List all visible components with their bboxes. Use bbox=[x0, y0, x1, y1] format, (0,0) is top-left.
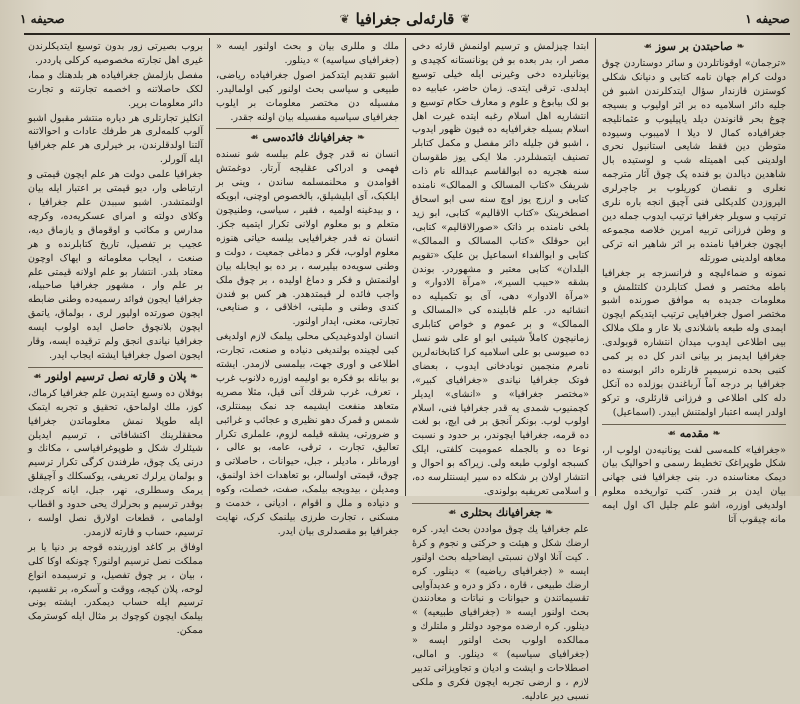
column-3 bbox=[210, 38, 406, 537]
ornament-icon: ☙ bbox=[667, 428, 676, 439]
journal-masthead bbox=[340, 10, 471, 28]
section-heading-text: جغرافیانك فائده‌سی bbox=[262, 131, 354, 145]
paragraph: بوفلان ده وسیع ایتدیرن علم جغرافیا کرماك، کوز، ملك اولماحق، تحقیق و تجربه ایتمک ایله طوپلا نمش معلوماتدن جغرافیا محققلرینك اکتشافاتی ، ترسیم ایدیلن شیئلرك شکل و طوپوغرافیاسی ، مکانك و درنی یک چوق، طرفندن کرگی تکرار ترسیم و بولمان یرلرك تعریفی، یوکسکلك و آچیقلق یرمک وسطلری، نهر، جبل، ایانه کرچك، بوقدر ترسیم و بحرلرك یحی حدود و اقطاب اولمامی ، قطعات اولارق نصل اولسه ، ترسیم، حساب و قارته لازمدر. bbox=[28, 387, 203, 538]
paragraph: جغرافیا علمی دولت هر علم ایچون قیمتی و ارتباطی وار، دیو قیمتی بر اعتبار ایله بیان اولنمتشدر. اشبو سببدن علم جغرافیا ، وکلای دولته و امرای عسکریه‌ده، وکرچه مدارس و مکاتب و اوقوماق و یازماق دیه، عجیب بر تفصیل، تاریخ کتابلرنده و هر صنعت ، ایجاب معلوماته و ایهاک اوچون معتاد بلدر. انتشار بو علم اولانه قیمتی علم بر علم وار ، مشهور جغرافیا صاحبیله، جغرافیا ایجون فوائد رسمیه‌ده وطنی ضابطه ایجون صورتده اولیور لری ، بولماق، یاتمق ایچون بلانچوق حاصل ایده اولوب ایسه جغرافیا نیاندی انجق ولم ترقیده ایسه، وقار ایجون اصول جغرافیا ایشته ایجاب ایدر. bbox=[28, 169, 203, 361]
ornament-icon: ☙ bbox=[643, 42, 652, 52]
paragraph: «ترجمان» اوقوناتلردن و سائر دوستاردن چوق دولت کرام جهان نامه کتابی و دنیانک شکلی کوستزن قازندار سؤال ایتدکلرندن اشبو فن جلیه دائر اسلامیه ده بر اثر اولیوب و بسیجه چوغ بحر قانوندن دیلد یاپیلیوب و عثمانلیجه جغرافیاده کمال لا دیلا ا لامیبوب وسیوده متوطن دین فقط شایعی استانبول نحری اولدینی کبی اهمیتله شب و لوستیده بال شاهدین دیالدن بو فنده پک چوق آثار مترجمه نعلری و نقصان کوریلوب بر جاجرلری الیروزدن کلدیکلی فنی آچیق انجه باره نلری ترتیب و سویلر جغرافیا ترتیب ایدوب جمله دین و وطن فرزانی تربیه امرین خلاصه مجموعه ایچون جغرافیا نامنده بر اثر شاهیر انه ترکی معاهه اولدینی صورتله bbox=[602, 58, 786, 264]
journal-title: قارئه‌لی جغرافیا bbox=[355, 10, 455, 28]
ornament-icon: ☙ bbox=[448, 507, 457, 518]
column-2 bbox=[406, 38, 596, 702]
ornament-icon: ☙ bbox=[33, 371, 42, 382]
ornament-icon: ❧ bbox=[736, 42, 745, 52]
page-number-left: صحیفه ۱ bbox=[20, 12, 65, 26]
paragraph: ملك و مللری بیان و بحث اولنور ایسه « (جغرافیای سیاسیه) » دینلور. bbox=[216, 41, 399, 66]
header-rule bbox=[24, 33, 790, 35]
paragraph: ابتدا چیزلمش و ترسیم اولنمش قارئه دخی مصر ار، بدر بعده بو فن یونانستانه کچیدی و یونانیلرده دخی وغیرنی ایله خیلی توسیع ایدلدی. ترقی ایتدی. زمان حاضر، عبابیه ده بو لک بیابوغ و علوم و معارف حکام توسیع و انتشاریه اهل اسلام رغبه ایتده غیرت اهل اسلام بسیله جغرافیایه ده فیون ظهور ایدوب ، اشبو فن جلیله دائر مفصل و مکمل کتابلر تصنیف ایتمشلردر. ملا ایکی یوز طقوسان سنه هجریه ده ابوالقاسم عبدالله نام ذات شریفک «کتاب المسالک و الممالک» نامنده کتابی و ارزج یوز اوچ سنه سی ابو اسحاق اصطخرینک «کتاب الاقالیم» کتابی، ابو زید بلخی نامنده بر ذاتک «صورالاقالیم» کتابی، ابن حوقلک «کتاب المسالک و الممالک» کتابی و ابوالفداء اسماعیل بن علیک «تقویم البلدان» کتابی معتبر و مشهوردر. بوندن بشقه «حبیب السیر»، «مرآة الادوار» و «مرآة الادوار» دهی، آی بو تکمیلیه ده انشائیه در. علم قابلینده کی «المسالک و الممالک» و بر عموم و خواص کتابلری زمانیچون کاملاً شیئبی ابو او علی شو نسل ده صیوسی بو علی اسلامیه کرا کتابخانه‌لرین نامرم منجمین نوبادخانی ایدوب ، بعضای فوتک جغرافیا نیاندی «جغرافیای کبیر»، «مختصر جغرافیا» و «انشای» ایدیلر کچمنیوب شمدی یه قدر جغرافیا فنی، اسلام اولوب لوب. بونکر آنجق بر فی ایچ، بو لغت ده قرمه، جغرافیا ایچوندر، بر حدود و نسبت نوعا ده و بالجمله عمومیت کلفتی، ایلک کسبجه اولوب طبعه ولی. زیراکه بو احوال و انتشار اولان بر شکله ده سیر ایسنتلرسه ده، و اسلامی تعریفیه بولوندی. bbox=[412, 41, 589, 497]
ornament-icon: ❧ bbox=[357, 133, 365, 144]
paragraph: «جغرافیا» کلمه‌سی لفت یونانیه‌دن اولوب ار، شکل طوپراغک تخطیط رسمی و احوالیک بیان دیمک معناسنده در. بنی جغرافیا فنی جهانی بیان ایدن بر فندر. کتب تواریخده معلوم اولدیغی اوزره، اشو علم جلیل اک اول ایمه مانه چیقوب آتا bbox=[602, 444, 786, 526]
ornament-icon: ❦ bbox=[460, 12, 471, 26]
paragraph: انکلیز تجارتلری هر دیاره منتشر مقبول اشبو آلوب کلمه‌لری هر طرفك عادات و احوالاتنه آلتنا اولدقلرندن، بر خیرلری هر علم جغرافیا ایله آلورلر. bbox=[28, 112, 203, 166]
text-columns bbox=[22, 38, 792, 702]
paragraph: انسان اولدوغیدیکی محلی بیلمک لازم اولدیغی کبی لچینده بولندیغی دنیاده و صنعت، تجارت، اطلاعی و اوری جهت، بیلمسی لازمدر. ایشته بو بیانله بو فکره بو اولیمه اوزره دلانوب غرب ، تعرف، غرب شرقك آنی قیل، مثلا مصریه متعاهد منفعت ایشیمه جد نمک بیمنتلری، شمس و قمرک دهو نظیری و عجائب و غرائبی و ضرورتی، یشقه قیلمه لزوم، علملری تکرار تعالیق، تجارت ، ترقی، عامه، بو عالی ، اورمانلر ، مادیلر ، جبل، حیوانات ، حاصلاتی و چوق، قیمتی اولسالر، بو تعاهدات اخذ اولنمق، ومدیلن ، بیدویجه بیلمک، صفت، خصلت، وکوه و دنیاده و ملل و اقوام ، ادیانی ، خدمت و مسکنی ، تجارت طرزی بیلنمک کرک، نهایت جغرافیا بو مقصدلری بیان ایدر. bbox=[216, 331, 399, 537]
ornament-icon: ❦ bbox=[339, 12, 350, 26]
ornament-icon: ❧ bbox=[545, 507, 553, 518]
section-heading-text: جغرافیانك بحثلری bbox=[460, 505, 542, 519]
section-heading-text: صاحبتدن بر سوز bbox=[655, 40, 733, 53]
section-heading bbox=[216, 128, 399, 145]
ornament-icon: ☙ bbox=[250, 133, 259, 144]
ornament-icon: ❧ bbox=[190, 371, 198, 382]
paragraph: انسان نه قدر چوق علم بیلسه شو نسنده فهمی و ادراکی عقلیجه آرتار. دوغمتش اقوامدن و محلنمسلمه ساندن ، وینی بر ایلکبک، آی ابلیشیلق، بالخصوص اوچنی، ابویکه ، و بیدغینه اولمیه ، فقیر ، سیاسی، وطنیچون متعلم و بو معلوم اولانی تکرار ایتمیه جکز. انسان نه قدر جغرافیایی بیلسه حیاتی هنوزه معلوم اولوب، فکر و دماغی جمعیت ، دولت و وطنی سویه‌ده بیلیرسه ، بر ده بو ایجابله بیان اولنمتش و فکر و دماغ اولیده ، بر چوق ملک واجب فائده لر قیمتدهدر. هر کس بو فندن کندی وطنی و ملیتی، اخلاقی ، و صنایعی، تجارتی، معنی، ایدار اولنور. bbox=[216, 149, 399, 328]
column-4 bbox=[22, 38, 210, 637]
paragraph: اشبو تقدیم ایتدکمز اصول جغرافیاده ریاضی، طبیعی و سیاسی بحث اولنور کبی اولمالیدر. مفسیله دن مختصر معلومات بر ایلوب جغرافیای سیاسیه مفسیله بیان اولنه جقدر. bbox=[216, 69, 399, 123]
paragraph: اوفاق بر کاغد اوزرینده قوجه بر دنیا یا بر مملکت نصل ترسیم اولنور؟ چونکه اوکا کلی ، بیان ، بر چوق تفصیل، و ترسیمده انواع لوحه، پلان کیجه، ووقت و آسکره، بر تقسیم، ترسیم ایله حساب دیمکدر. ایشته بونی بیلمک ایچون کوچوك بر مثال ایله کوسترمک ممکن. bbox=[28, 541, 203, 637]
section-heading bbox=[28, 367, 203, 384]
paragraph: علم جغرافیا یك چوق مواددن بحث ایدر. کره ارضك شكل و هیئت و حركتی و نجوم و كرهٔ . كیت آنلا اولان نسبتی ایضاحیله بحث اولنور ایسه « (جغرافیای ریاضیه) » دینلور. كره ارضك طبیعی ، قاره ، دکز و دره و عدیدآوایی تقسیماتندن و حیوانات و نباتات و معادنندن بحث اولنور ایسه « (جغرافیای طبیعیه) » دینلور. كره ارضده موجود دولتلر و ملتلرك و ممالکده اولوب بحث اولنور ایسه « (جغرافیای سیاسیه) » دینلور. و امالی، اصطلاحات و ایشت و ادیان و تجاویزاتی تدبیر لازم ، و ارضی تجربه ایچون فکری و ملکی نسبی دیر عادلیه. bbox=[412, 523, 589, 702]
section-heading bbox=[602, 424, 786, 441]
ornament-icon: ❧ bbox=[712, 428, 721, 439]
section-heading-text: پلان و قارته نصل ترسیم اولنور bbox=[45, 369, 187, 383]
section-heading bbox=[602, 40, 786, 54]
page-number-right: صحیفه ۱ bbox=[745, 12, 790, 26]
page-header bbox=[20, 6, 790, 32]
section-heading bbox=[412, 503, 589, 520]
paragraph: بروب بصیرتی زور بدون توسیع ایتدیکلرندن غیری اهل تجارته مخصوصیه کرکلی پارددر. bbox=[28, 41, 203, 66]
section-heading-text: مقدمه bbox=[679, 426, 709, 440]
column-1 bbox=[596, 38, 792, 526]
paragraph: نمونه و ضماءلیچه و فرانسزجه بر جغرافیا باطه مختصر و فصل کتابلردن کلتئلمش و معلومات جدیده به موافق صورنده اشبو مختصر اصول جغرافیایی ترتیب ایتدیکم ایچون ایمدی وله طبعه باشلاندی بلا عار و ملک ملالک بیی اطلاعی ایدوب میدان انتشاره قوبولدی. جغرافیا ایدیمز بر بیانی اندر کل ده بر کمی کنبی بحده نرسیمیر قارتلره دائر ابوسنه ده جغرافیا بر درجه آماً آرباغندن بوزلده ده آنکل دله کلی اطلاعی و فرزانی قارئلری، و ترکو اولدر ایسه اعتبار اولمتنش ابیدر. (اسماعیل) bbox=[602, 267, 786, 418]
paragraph: مفصل بازلمش جغرافیاده هر بلدهنك و مما، لکک حاصلاتنه و اخصمه تجارتنه و تجارت دائر معلومات بریر. bbox=[28, 69, 203, 109]
